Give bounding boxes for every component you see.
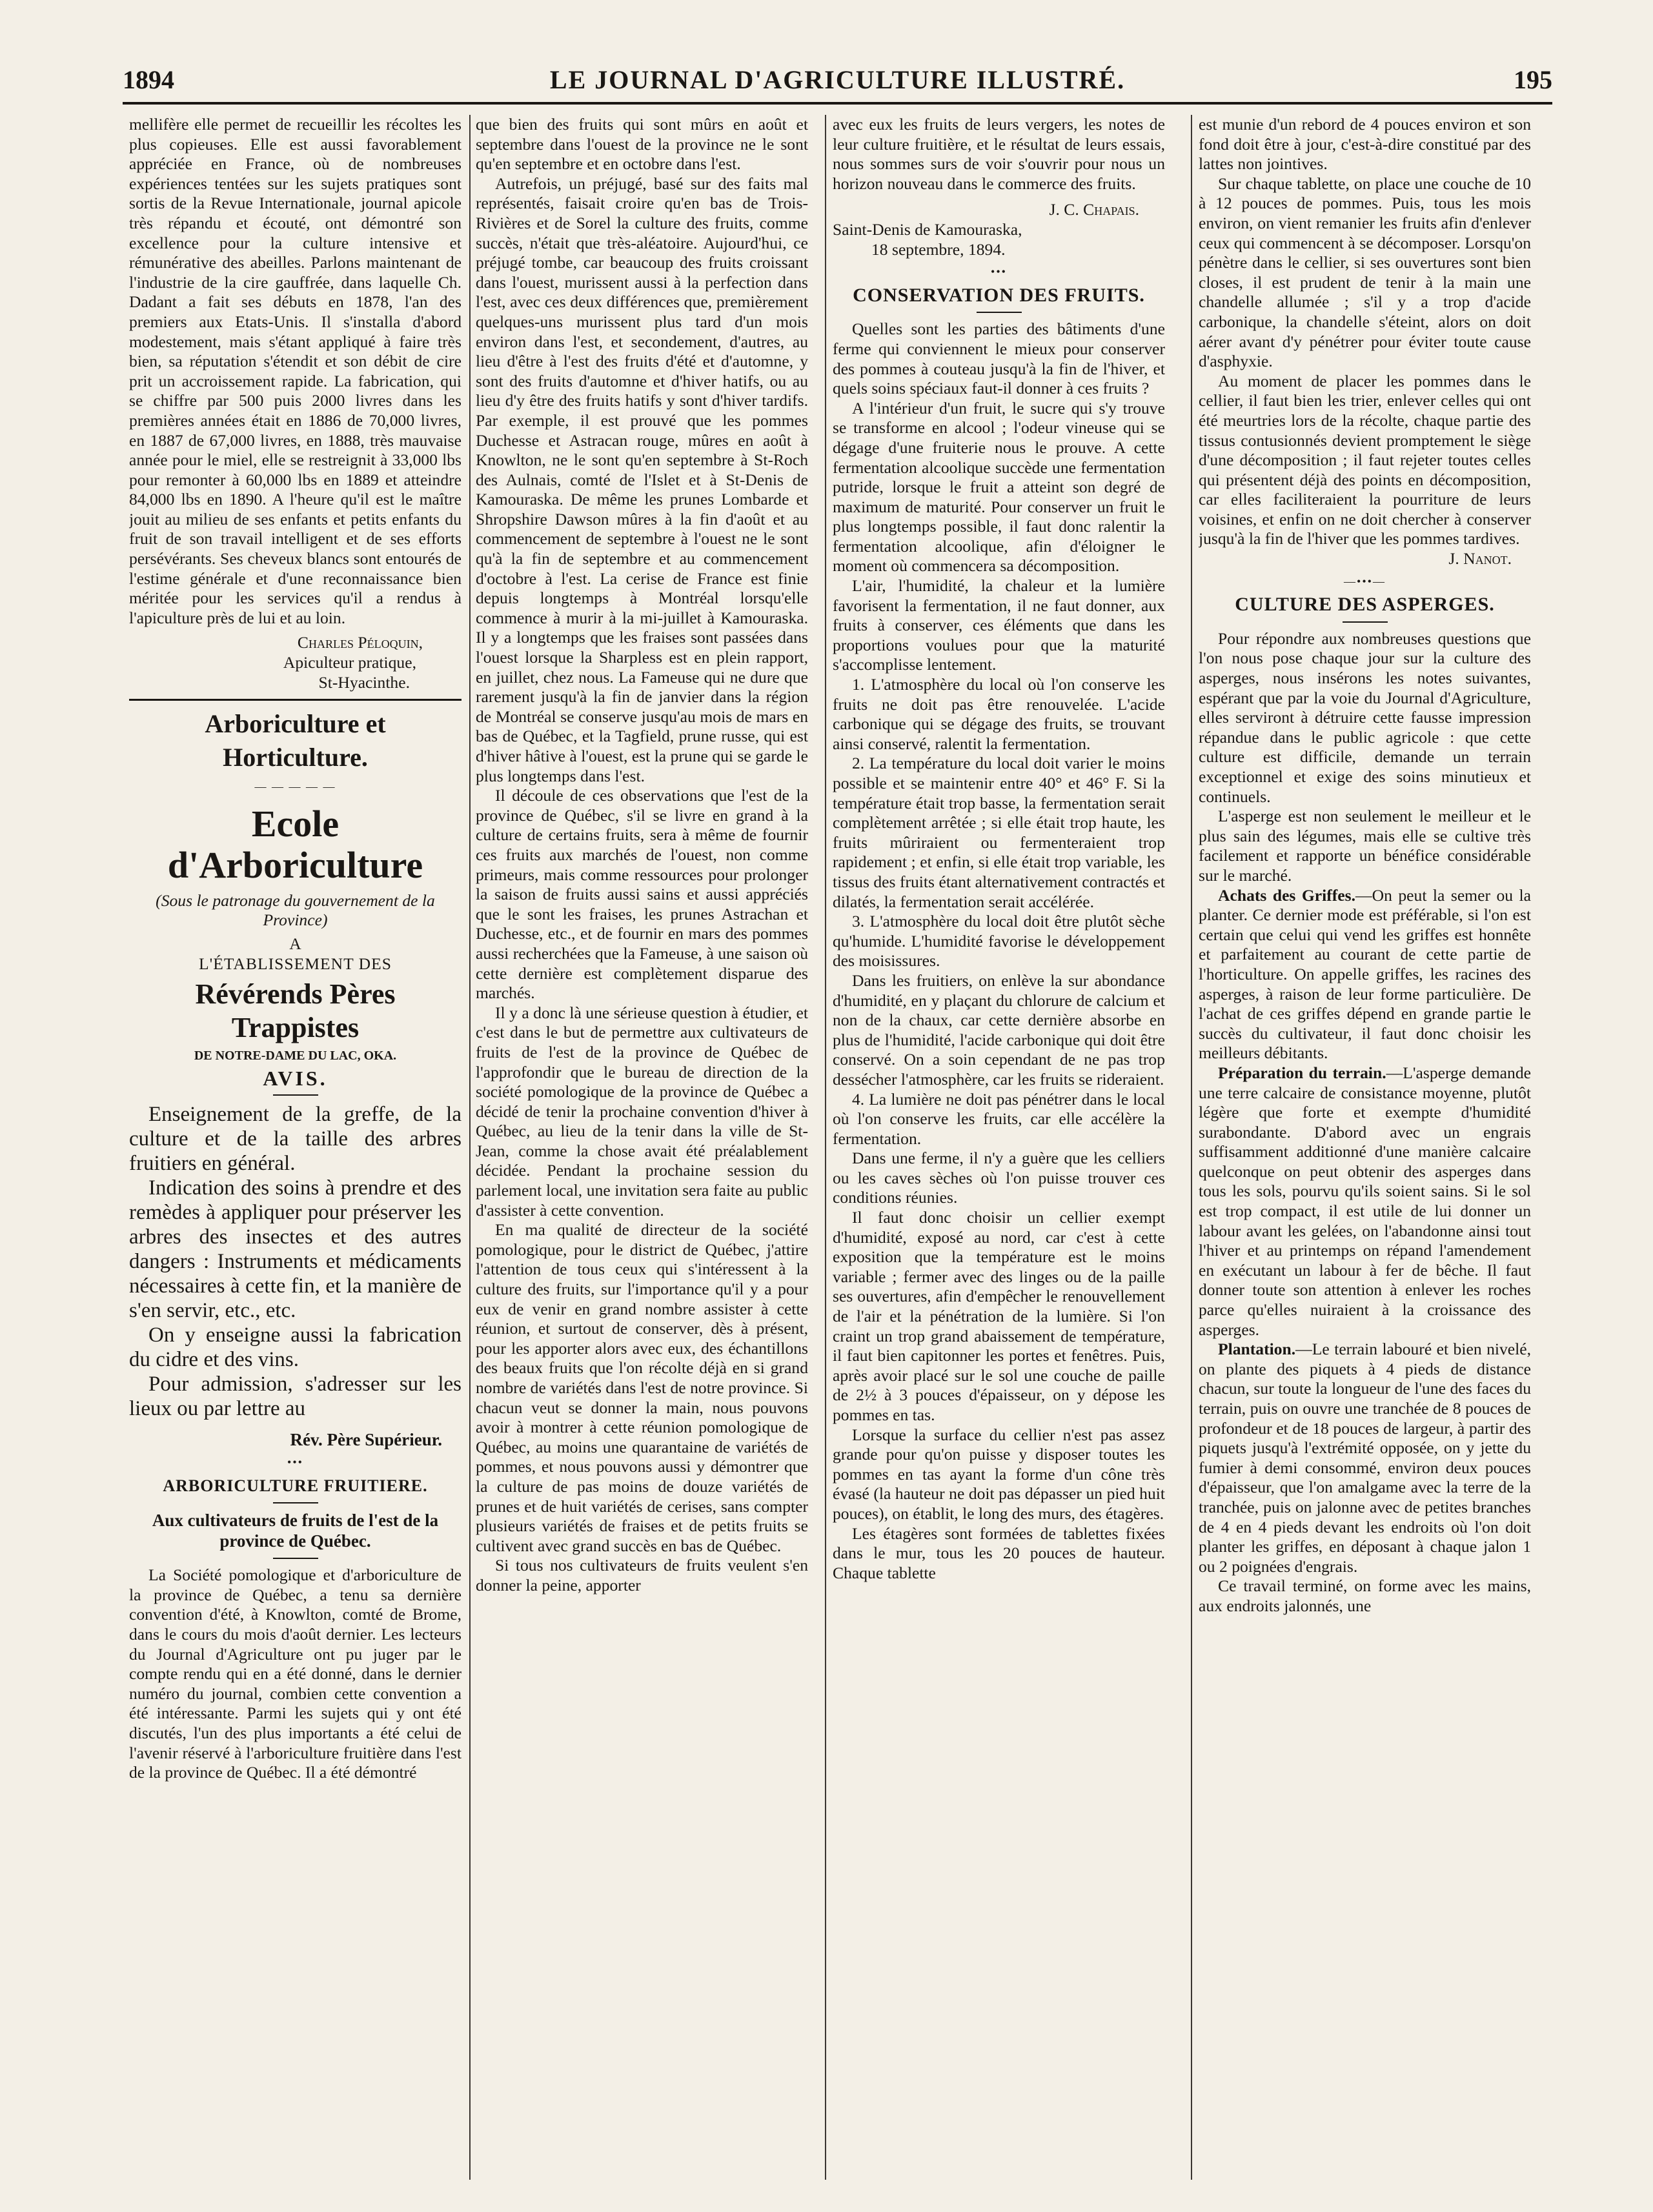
paragraph: L'asperge est non seulement le meilleur et le plus sain des légumes, mais elle se cultive très facilement et rapporte un bénéfice considérable sur le marché. <box>1199 807 1531 885</box>
column-divider <box>1191 115 1192 2180</box>
peres-trappistes-heading: Révérends Pères Trappistes <box>195 978 396 1044</box>
section-heading-conservation: CONSERVATION DES FRUITS. <box>853 284 1145 306</box>
paragraph: Dans une ferme, il n'y a guère que les celliers ou les caves sèches où l'on puisse trouver ces conditions réunies. <box>833 1149 1165 1207</box>
signature-place: Saint-Denis de Kamouraska, <box>833 219 1022 239</box>
paragraph: 2. La température du local doit varier le moins possible et se maintenir entre 40° et 46° F. Si la température était trop basse, la fermentation serait complètement arrêtée ; si elle était trop haute, les fruits mûriraient ou fermenteraient trop rapidement ; et enfin, si elle était trop variable, les tissus des fruits étant alternativement contractés et dilatés, la fermentation serait accélérée. <box>833 754 1165 911</box>
paragraph: Dans les fruitiers, on enlève la sur abondance d'humidité, en y plaçant du chlorure de calcium et non de la chaux, car cette dernière absorbe en plus de l'humidité, l'acide carbonique qui doit être conservé. On a soin cependant de ne pas trop dessécher l'atmosphère, car les fruits se rideraient. <box>833 970 1165 1089</box>
paragraph-body: —Le terrain labouré et bien nivelé, on plante des piquets à 4 pieds de distance chacun, sur toute la longueur de l'une des faces du terrain, puis on ouvre une tranchée de 8 pouces de profondeur et de 18 pouces de largeur, à partir des piquets jusqu'à l'extrémité opposée, on y jette du fumier à demi consommé, environ deux pouces d'épaisseur, que l'on amalgame avec la terre de la tranchée, puis on jalonne avec de petites branches de 4 en 4 pieds devant les endroits où l'on doit planter les griffes, en déposant à chaque jalon 1 ou 2 poignées d'engrais. <box>1199 1340 1531 1576</box>
article-subheading: Aux cultivateurs de fruits de l'est de la province de Québec. <box>152 1511 439 1551</box>
paragraph: Il découle de ces observations que l'est de la province de Québec, s'il se livre en grand à la culture de certains fruits, sera à même de fournir ces fruits aux marchés de l'ouest, non comme primeurs, mais comme ressources pour prolonger la saison de fruits aussi sains et aussi appréciés que le sont les fraises, les prunes Astrachan et Duchesse, etc., et de fournir en mars des pommes aussi recherchées que la Fameuse, à une saison où cette dernière est complètement disparue des marchés. <box>476 786 808 1003</box>
ecole-heading: Ecole d'Arboriculture <box>167 802 423 886</box>
short-rule <box>977 312 1022 313</box>
short-rule <box>273 1094 318 1096</box>
paragraph: Ce travail terminé, on forme avec les mains, aux endroits jalonnés, une <box>1199 1576 1531 1615</box>
paragraph: Sur chaque tablette, on place une couche de 10 à 12 pouces de pommes. Puis, tous les mois environ, on vient remanier les fruits afin d'enlever ceux qui commencent à se décomposer. Lorsqu'on pénètre dans le cellier, si ses ouvertures sont bien closes, il est prudent de tenir à la main une chandelle allumée ; s'il y a trop d'acide carbonique, la chandelle s'éteint, alors on doit aérer avant d'y pénétrer pour éviter toute cause d'asphyxie. <box>1199 174 1531 371</box>
notice-paragraph: Enseignement de la greffe, de la culture et de la taille des arbres fruitiers en général. <box>129 1103 461 1176</box>
run-in-heading: Plantation. <box>1218 1340 1296 1359</box>
notice-paragraph: On y enseigne aussi la fabrication du cidre et des vins. <box>129 1323 461 1372</box>
section-heading-asperges: CULTURE DES ASPERGES. <box>1235 594 1495 616</box>
paragraph: 3. L'atmosphère du local doit être plutôt sèche qu'humide. L'humidité favorise le développement des moisissures. <box>833 912 1165 970</box>
short-rule <box>273 1502 318 1503</box>
paragraph: Pour répondre aux nombreuses questions que l'on nous pose chaque jour sur la culture des asperges, nous insérons les notes suivantes, espérant que par la voie du Journal d'Agriculture, elles serviront à détruire cette fausse impression répandue dans le public agricole : que cette culture est difficile, demande un terrain exceptionnel et exige des soins minutieux et continuels. <box>1199 628 1531 806</box>
column-4 <box>1199 115 1531 2186</box>
notre-dame-lac-label: DE NOTRE-DAME DU LAC, OKA. <box>194 1049 397 1063</box>
paragraph <box>1199 886 1531 1063</box>
paragraph: avec eux les fruits de leurs vergers, les notes de leur culture fruitière, et le résultat de leurs essais, nous sommes surs de voir s'ouvrir pour nous un horizon nouveau dans le commerce des fruits. <box>833 115 1165 193</box>
paragraph: L'air, l'humidité, la chaleur et la lumière favorisent la fermentation, il ne faut donner, aux fruits à conserver, ces éléments que dans les proportions voulues pour que la maturité s'accomplisse lentement. <box>833 576 1165 674</box>
column-1 <box>129 115 461 2186</box>
section-rule <box>129 699 461 701</box>
ornament-divider: ••• <box>287 1455 303 1469</box>
paragraph: 4. La lumière ne doit pas pénétrer dans le local où l'on conserve les fruits, car elle accélère la fermentation. <box>833 1089 1165 1148</box>
patronage-note: (Sous le patronage du gouvernement de la Province) <box>156 890 435 930</box>
header-rule <box>123 102 1552 105</box>
paragraph: Les étagères sont formées de tablettes fixées dans le mur, tous les 20 pouces de hauteur. Chaque tablette <box>833 1523 1165 1582</box>
column-2 <box>476 115 808 2186</box>
header-page-number: 195 <box>1514 65 1552 94</box>
paragraph: Quelles sont les parties des bâtiments d'une ferme qui conviennent le mieux pour conserver des pommes à couteau jusqu'à la fin de l'hiver, et quels soins spéciaux faut-il donner à ces fruits ? <box>833 319 1165 398</box>
paragraph: A l'intérieur d'un fruit, le sucre qui s'y trouve se transforme en alcool ; l'odeur vineuse qui se dégage d'une fruiterie nous le prouve. A cette fermentation alcoolique succède une fermentation putride, lorsque le fruit a atteint son degré de maximum de maturité. Pour conserver un fruit le plus longtemps possible, il faut donc ralentir la fermentation alcoolique, afin d'éloigner le moment où commencera sa décomposition. <box>833 398 1165 576</box>
paragraph: Lorsque la surface du cellier n'est pas assez grande pour qu'on puisse y disposer toutes les pommes en tas ayant la forme d'un cône très évasé (la hauteur ne doit pas dépasser un pied huit pouces), on établit, le long des murs, des étagères. <box>833 1425 1165 1523</box>
paragraph: Il faut donc choisir un cellier exempt d'humidité, exposé au nord, car c'est à cette exposition que la température est le moins variable ; fermer avec des linges ou de la paille ses ouvertures, afin d'empêcher le renouvellement de l'air et la pénétration de la lumière. Si l'on craint un trop grand abaissement de température, il faut bien capitonner les portes et fenêtres. Puis, après avoir placé sur le sol une couche de paille de 2½ à 3 pouces d'épaisseur, on y dépose les pommes en tas. <box>833 1208 1165 1424</box>
superieur-label: Rév. Père Supérieur. <box>290 1430 442 1450</box>
etablissement-label: L'ÉTABLISSEMENT DES <box>198 954 392 973</box>
notice-paragraph: Indication des soins à prendre et des remèdes à appliquer pour préserver les arbres des insectes et des autres dangers : Instruments et médicaments nécessaires à cette fin, et la manière de s'en servir, etc., etc. <box>129 1176 461 1323</box>
ornament-divider: —•••— <box>1344 574 1386 588</box>
short-rule <box>273 1558 318 1559</box>
paragraph <box>1199 1340 1531 1576</box>
paragraph-body: —L'asperge demande une terre calcaire de consistance moyenne, plutôt légère que forte et exempte d'humidité surabondante. D'abord avec un engrais suffisamment additionné d'une manière calcaire quelconque on peut obtenir des asperges dans tous les sols, pourvu qu'ils soient sains. Si le sol est trop compact, il est utile de lui donner un labour avant les gelées, on l'abandonne ainsi tout l'hiver et au printemps on répand l'amendement en exécutant un labour à fer de bêche. Il faut donner toute son attention à enlever les roches parce qu'elles nuiraient à la croissance des asperges. <box>1199 1063 1531 1339</box>
paragraph-body: —On peut la semer ou la planter. Ce dernier mode est préférable, si l'on est certain que celui qui vend les griffes est honnête et parfaitement au courant de cette partie de l'horticulture. On appelle griffes, les racines des asperges, à raison de leur forme particulière. De l'achat de ces griffes dépend en grande partie le succès du cultivateur, il faut donc choisir les meilleurs débitants. <box>1199 885 1531 1063</box>
notice-paragraph: Pour admission, s'adresser sur les lieux ou par lettre au <box>129 1372 461 1421</box>
header-year: 1894 <box>123 65 174 94</box>
ornament-divider: — — — — — <box>254 780 336 794</box>
ornament-divider: ••• <box>991 265 1007 279</box>
paragraph: Au moment de placer les pommes dans le cellier, il faut bien les trier, enlever celles qui ont été meurtries lors de la récolte, chaque partie des tissus contusionnés devient promptement le siège d'une décomposition ; il faut rejeter toutes celles qui présentent déjà des points en décomposition, car elles faciliteraient la pourriture de leurs voisines, et enfin on ne doit chercher à conserver jusqu'à la fin de l'hiver que les pommes tardives. <box>1199 371 1531 548</box>
signature-role: Apiculteur pratique, <box>283 653 416 672</box>
section-heading-arboriculture: Arboriculture et Horticulture. <box>205 709 386 772</box>
signature-date: 18 septembre, 1894. <box>871 239 1006 259</box>
header-title: LE JOURNAL D'AGRICULTURE ILLUSTRÉ. <box>549 65 1126 94</box>
run-in-heading: Achats des Griffes. <box>1218 885 1356 905</box>
short-rule <box>1343 621 1388 623</box>
paragraph: est munie d'un rebord de 4 pouces environ et son fond doit être à jour, c'est-à-dire constitué par des lattes non jointives. <box>1199 115 1531 174</box>
paragraph: que bien des fruits qui sont mûrs en août et septembre dans l'ouest de la province ne le sont qu'en septembre et en octobre dans l'est. <box>476 115 808 174</box>
paragraph: Si tous nos cultivateurs de fruits veulent s'en donner la peine, apporter <box>476 1556 808 1594</box>
paragraph: mellifère elle permet de recueillir les récoltes les plus copieuses. Elle est aussi favorablement appréciée en France, où de nombreuses expériences tentées sur les sujets pratiques sont sortis de la Revue Internationale, journal apicole très répandu et écouté, ont démontré son excellence pour la culture intensive et rémunérative des abeilles. Parlons maintenant de l'industrie de la cire gauffrée, dans laquelle Ch. Dadant a fait ses débuts en 1878, l'an des premiers aux Etats-Unis. Il s'installa d'abord modestement, mais s'étant appliqué à faire très bien, sa réputation s'étendit et son débit de cire prit un accroissement rapide. La fabrication, qui se chiffre par 500 puis 2000 livres dans les premières années était en 1886 de 70,000 livres, en 1887 de 67,000 livres, en 1888, très mauvaise année pour le miel, elle se restreignit à 33,000 lbs pour remonter à 60,000 lbs en 1889 et atteindre 84,000 lbs en 1890. A l'heure qu'il est le maître jouit au milieu de ses enfants et petits enfants du fruit de son travail intelligent et de ses efforts persévérants. Ses cheveux blancs sont entourés de l'estime générale et d'une reconnaissance bien méritée pour les services qu'il a rendus à l'apiculture près de lui et au loin. <box>129 115 461 627</box>
paragraph: Il y a donc là une sérieuse question à étudier, et c'est dans le but de permettre aux cultivateurs de fruits de l'est de la province de Québec de l'approfondir que le bureau de direction de la société pomologique de la province de Québec a décidé de tenir la prochaine convention d'hiver à Québec, au lieu de la tenir dans la ville de St-Jean, comme la chose avait été préalablement décidée. Pendant la prochaine session du parlement local, une invitation sera faite au public d'assister à cette convention. <box>476 1003 808 1220</box>
paragraph: Autrefois, un préjugé, basé sur des faits mal représentés, faisait croire qu'en bas de Trois-Rivières et de Sorel la culture des fruits, comme succès, n'était que très-aléatoire. Aujourd'hui, ce préjugé tombe, car beaucoup des fruits croissant dans l'ouest, murissent aussi à la perfection dans l'est, avec ces deux différences que, premièrement quelques-uns murissent plus tard d'un mois environ dans l'est, et secondement, d'autres, au lieu d'être à l'est des fruits d'été et d'automne, y sont des fruits d'automne et d'hiver hatifs, ou au lieu d'y être des fruits hatifs y sont d'hiver tardifs. Par exemple, il est prouvé que les pommes Duchesse et Astracan rouge, mûres en août à Knowlton, ne le sont qu'en septembre à St-Roch des Aulnais, comté de l'Islet et à St-Denis de Kamouraska. De même les prunes Lombarde et Shropshire Dawson mûres à la fin d'août et au commencement de septembre à l'ouest ne le sont qu'à la fin de septembre et au commencement d'octobre à l'est. La cerise de France est finie depuis longtemps à Montréal lorsqu'elle commence à murir à la mi-juillet à Kamouraska. Il y a longtemps que les fraises sont passées dans l'ouest lorsque la Sharpless est en plein rapport, en juillet, chez nous. La Fameuse qui ne dure que rarement jusqu'à la fin de janvier dans la région de Montréal se conserve jusqu'au mois de mars en bas de Québec, et la Tagfield, prune russe, qui est d'hiver hâtive à l'ouest, est la prune qui se garde le plus longtemps dans l'est. <box>476 174 808 785</box>
paragraph <box>1199 1063 1531 1340</box>
signature-name: Charles Péloquin, <box>297 633 423 652</box>
avis-label: AVIS. <box>263 1066 328 1090</box>
column-3 <box>833 115 1165 2186</box>
signature-name: J. Nanot. <box>1448 549 1512 568</box>
page-header <box>123 65 1552 103</box>
signature-name: J. C. Chapais. <box>1049 200 1139 219</box>
paragraph: 1. L'atmosphère du local où l'on conserve les fruits ne doit pas être renouvelée. L'acide carbonique qui se dégage des fruits, se trouvant ainsi conservé, ralentit la fermentation. <box>833 675 1165 753</box>
column-divider <box>825 115 826 2180</box>
column-divider <box>469 115 471 2180</box>
paragraph: En ma qualité de directeur de la société pomologique, pour le district de Québec, j'attire l'attention de tous ceux qui s'intéressent à la culture des fruits, sur l'importance qu'il y a pour eux de venir en grand nombre assister à cette réunion, et surtout de conserver, dès à présent, pour les apporter alors avec eux, des échantillons des beaux fruits que l'on récolte déjà en si grand nombre de variétés dans l'est de notre province. Si chacun veut se donner la main, nous pouvons avoir à montrer à cette réunion pomologique de Québec, au moins une quarantaine de variétés de pommes, et nous pouvons aussi y démontrer que la culture de pas moins de douze variétés de prunes et de huit variétés de cerises, sans compter plusieurs variétés de fraises et de petits fruits se cultivent avec grand succès en bas de Québec. <box>476 1220 808 1555</box>
signature-place: St-Hyacinthe. <box>318 672 410 692</box>
a-label: A <box>289 934 301 953</box>
section-heading-arboriculture-fruitiere: ARBORICULTURE FRUITIERE. <box>163 1476 428 1495</box>
run-in-heading: Préparation du terrain. <box>1218 1063 1386 1082</box>
paragraph: La Société pomologique et d'arboriculture de la province de Québec, a tenu sa dernière convention d'été, à Knowlton, comté de Brome, dans le cours du mois d'août dernier. Les lecteurs du Journal d'Agriculture ont pu juger par le compte rendu qui en a été donné, dans le dernier numéro du journal, combien cette convention a été intéressante. Parmi les sujets qui y ont été discutés, l'un des plus importants a été celui de l'avenir réservé à l'arboriculture fruitière dans l'est de la province de Québec. Il a été démontré <box>129 1565 461 1782</box>
